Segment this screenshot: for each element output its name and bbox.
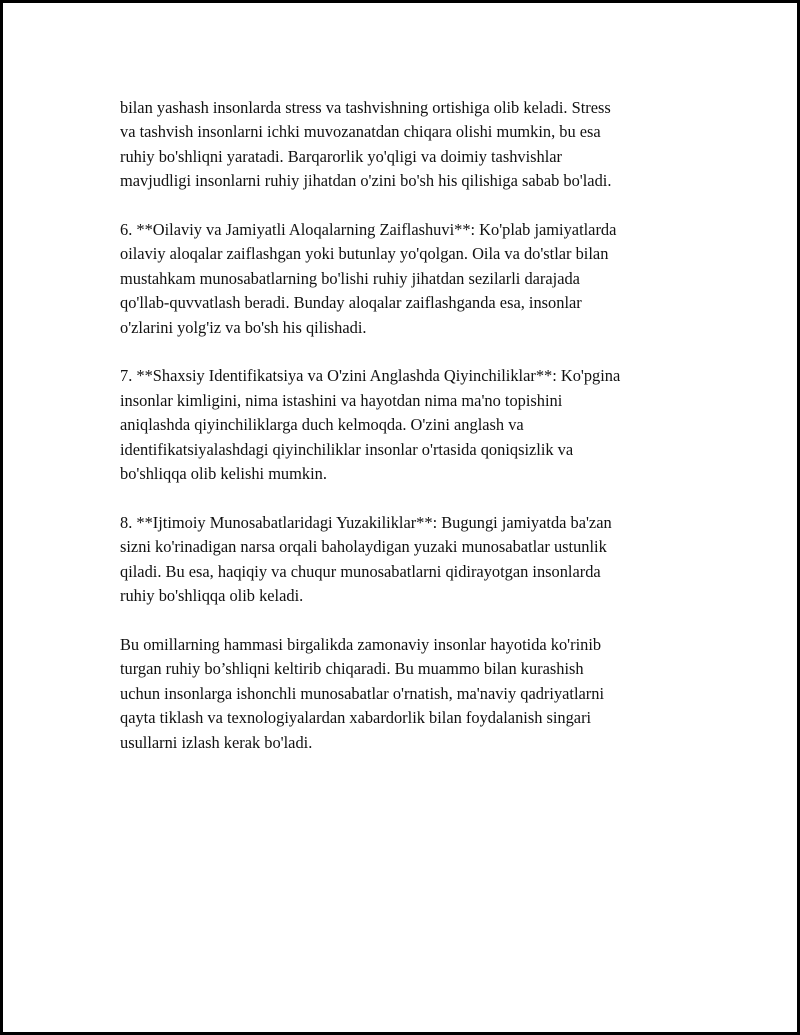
text-line: 6. **Oilaviy va Jamiyatli Aloqalarning Zaiflashuvi**: Ko'plab jamiyatlarda	[120, 220, 617, 240]
text-line: qiladi. Bu esa, haqiqiy va chuqur munosabatlarni qidirayotgan insonlarda	[120, 561, 601, 581]
text-line: insonlar kimligini, nima istashini va hayotdan nima ma'no topishini	[120, 390, 563, 410]
text-line: bo'shliqqa olib kelishi mumkin.	[120, 464, 327, 484]
text-line: ruhiy bo'shliqni yaratadi. Barqarorlik yo'qligi va doimiy tashvishlar	[120, 146, 563, 166]
text-line: va tashvish insonlarni ichki muvozanatdan chiqara olishi mumkin, bu esa	[120, 122, 601, 142]
paragraph-item-7	[120, 364, 690, 486]
text-line: qayta tiklash va texnologiyalardan xabardorlik bilan foydalanish singari	[120, 708, 592, 728]
paragraph-stress-continuation	[120, 96, 690, 194]
document-body	[120, 96, 690, 779]
text-line: aniqlashda qiyinchiliklarga duch kelmoqda. O'zini anglash va	[120, 415, 524, 435]
text-line: identifikatsiyalashdagi qiyinchiliklar insonlar o'rtasida qoniqsizlik va	[120, 439, 574, 459]
text-line: uchun insonlarga ishonchli munosabatlar o'rnatish, ma'naviy qadriyatlarni	[120, 683, 605, 703]
text-line: bilan yashash insonlarda stress va tashvishning ortishiga olib keladi. Stress	[120, 98, 611, 117]
text-line: o'zlarini yolg'iz va bo'sh his qilishadi.	[120, 317, 367, 337]
text-line: oilaviy aloqalar zaiflashgan yoki butunlay yo'qolgan. Oila va do'stlar bilan	[120, 244, 609, 264]
text-line: qo'llab-quvvatlash beradi. Bunday aloqalar zaiflashganda esa, insonlar	[120, 293, 582, 313]
text-line: sizni ko'rinadigan narsa orqali baholaydigan yuzaki munosabatlar ustunlik	[120, 537, 607, 557]
text-line: ruhiy bo'shliqqa olib keladi.	[120, 586, 304, 606]
text-line: mavjudligi insonlarni ruhiy jihatdan o'zini bo'sh his qilishiga sabab bo'ladi.	[120, 171, 612, 191]
text-line: 8. **Ijtimoiy Munosabatlaridagi Yuzakiliklar**: Bugungi jamiyatda ba'zan	[120, 512, 612, 532]
paragraph-item-6	[120, 218, 690, 340]
text-line: 7. **Shaxsiy Identifikatsiya va O'zini Anglashda Qiyinchiliklar**: Ko'pgina	[120, 366, 621, 386]
paragraph-conclusion	[120, 633, 690, 755]
text-line: usullarni izlash kerak bo'ladi.	[120, 732, 313, 752]
paragraph-item-8	[120, 511, 690, 609]
text-line: Bu omillarning hammasi birgalikda zamonaviy insonlar hayotida ko'rinib	[120, 634, 602, 654]
text-line: turgan ruhiy bo’shliqni keltirib chiqaradi. Bu muammo bilan kurashish	[120, 659, 584, 679]
text-line: mustahkam munosabatlarning bo'lishi ruhiy jihatdan sezilarli darajada	[120, 268, 580, 288]
